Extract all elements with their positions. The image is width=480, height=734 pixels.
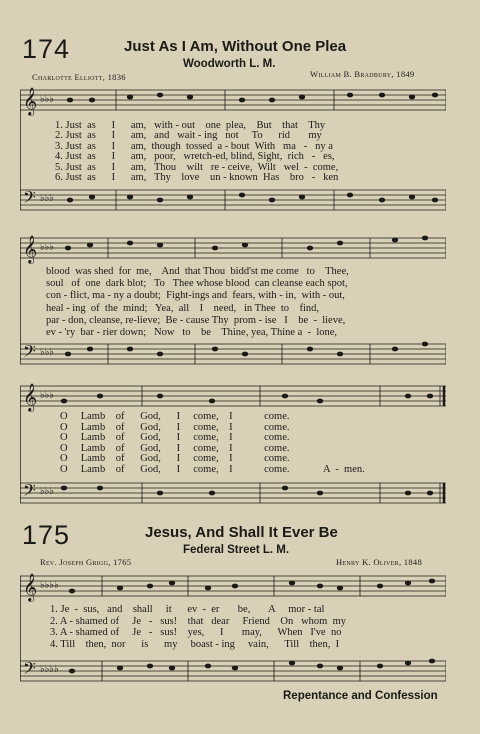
hymn-number-174: 174 (22, 34, 71, 64)
hymn-title-175: Jesus, And Shall It Ever Be (145, 524, 338, 541)
lyric-line: 3. Just as I am, though tossed a - bout With ma - ny a (55, 140, 333, 152)
tune-name-175: Federal Street L. M. (183, 544, 290, 556)
hymn-title-174: Just As I Am, Without One Plea (124, 38, 347, 55)
svg-text:♭♭♭: ♭♭♭ (40, 242, 55, 253)
lyric-line: O Lamb of God, I come, I come. (60, 453, 290, 465)
lyric-line: heal - ing of the mind; Yea, all I need, in Thee to find, (46, 302, 320, 314)
author-credit-175: Rev. Joseph Grigg, 1765 (40, 557, 132, 567)
svg-text:♭♭♭♭: ♭♭♭♭ (40, 664, 59, 675)
svg-text:𝄞: 𝄞 (23, 573, 38, 601)
lyric-line: 1. Je - sus, and shall it ev - er be, A mor - tal (50, 604, 325, 615)
svg-text:𝄞: 𝄞 (23, 235, 38, 263)
tune-name-174: Woodworth L. M. (183, 58, 276, 70)
svg-text:𝄞: 𝄞 (23, 383, 38, 411)
svg-text:♭♭♭: ♭♭♭ (40, 94, 55, 105)
composer-credit-174: William B. Bradbury, 1849 (310, 69, 415, 79)
lyric-line: 4. Till then, nor is my boast - ing vain, Till then, I (50, 638, 340, 650)
lyric-line: 2. Just as I am, and wait - ing not To rid my (55, 130, 322, 142)
lyrics-system-2 (46, 266, 349, 339)
lyric-line: 6. Just as I am, Thy love un - known Has bro - ken (55, 172, 339, 184)
svg-text:♭♭♭: ♭♭♭ (40, 193, 55, 204)
section-footer: Repentance and Confession (283, 690, 438, 702)
lyric-line: 3. A - shamed of Je - sus! yes, I may, When I've no (50, 627, 342, 639)
lyric-line: par - don, cleanse, re-lieve; Be - cause Thy prom - ise I be - lieve, (46, 314, 346, 326)
lyrics-system-3 (60, 412, 365, 476)
composer-credit-175: Henry K. Oliver, 1848 (336, 557, 423, 567)
lyric-line: 4. Just as I am, poor, wretch-ed, blind, Sight, rich - es, (55, 151, 335, 163)
lyric-line: O Lamb of God, I come, I come. (60, 421, 290, 433)
lyric-line: ev - 'ry bar - rier down; Now to be Thine, yea, Thine a - lone, (46, 327, 338, 339)
svg-text:𝄢: 𝄢 (23, 187, 36, 211)
author-credit-174: Charlotte Elliott, 1836 (32, 72, 126, 82)
svg-text:𝄢: 𝄢 (23, 658, 36, 682)
svg-text:♭♭♭: ♭♭♭ (40, 486, 55, 497)
lyric-line: O Lamb of God, I come, I come. A - men. (60, 463, 365, 475)
svg-text:♭♭♭♭: ♭♭♭♭ (40, 580, 59, 591)
svg-text:♭♭♭: ♭♭♭ (40, 347, 55, 358)
lyrics-system-1 (55, 121, 338, 183)
lyrics-system-4 (50, 604, 346, 650)
svg-text:𝄢: 𝄢 (23, 480, 36, 504)
lyric-line: O Lamb of God, I come, I come. (60, 411, 290, 422)
lyric-line: 5. Just as I am, Thou wilt re - ceive, Wilt wel - come, (55, 161, 339, 173)
lyric-line: blood was shed for me, And that Thou bidd'st me come to Thee, (46, 266, 349, 277)
lyric-line: soul of one dark blot; To Thee whose blood can cleanse each spot, (46, 278, 348, 290)
svg-text:♭♭♭: ♭♭♭ (40, 390, 55, 401)
lyric-line: con - flict, ma - ny a doubt; Fight-ings and fears, with - in, with - out, (46, 290, 345, 302)
lyric-line: O Lamb of God, I come, I come. (60, 432, 290, 444)
lyric-line: 2. A - shamed of Je - sus! that dear Friend On whom my (50, 615, 347, 627)
svg-text:𝄞: 𝄞 (23, 87, 38, 115)
hymn-number-175: 175 (22, 520, 71, 550)
svg-text:𝄢: 𝄢 (23, 341, 36, 365)
lyric-line: O Lamb of God, I come, I come. (60, 442, 290, 454)
lyric-line: 1. Just as I am, with - out one plea, But that Thy (55, 120, 326, 131)
